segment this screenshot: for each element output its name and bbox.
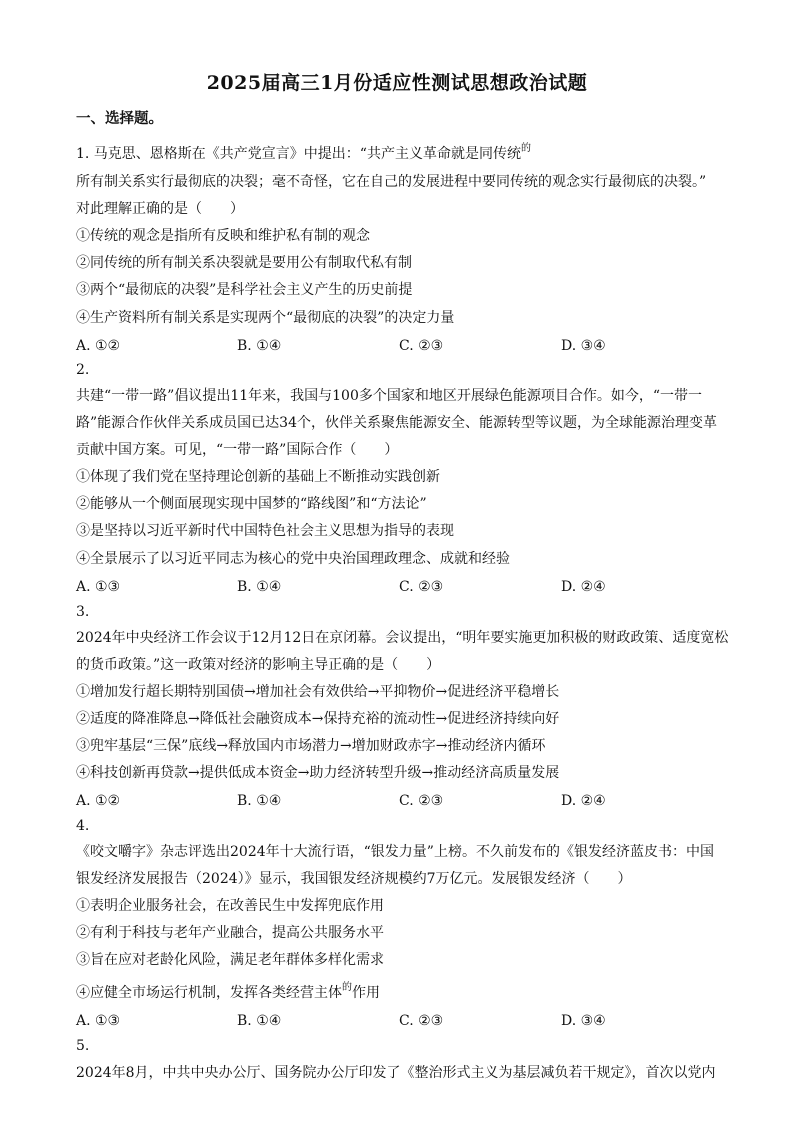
option-b[interactable]: B. ①④ (237, 793, 282, 809)
question-stem-line: 的货币政策。”这一政策对经济的影响主导正确的是（ ） (76, 657, 441, 673)
option-d[interactable]: D. ②④ (561, 793, 606, 809)
question-stem-line: 2024年中央经济工作会议于12月12日在京闭幕。会议提出，“明年要实施更加积极的财政政策、适度宽松 (76, 630, 729, 646)
question-stem-line: 共建“一带一路”倡议提出11年来，我国与100多个国家和地区开展绿色能源项目合作。如今，“一带一 (76, 388, 703, 404)
statement-2: ②同传统的所有制关系决裂就是要用公有制取代私有制 (76, 255, 412, 271)
option-b[interactable]: B. ①④ (237, 338, 282, 354)
option-a[interactable]: A. ①② (76, 338, 121, 354)
statement-2: ②能够从一个侧面展现实现中国梦的“路线图”和“方法论” (76, 496, 427, 512)
statement-1: ①传统的观念是指所有反映和维护私有制的观念 (76, 228, 370, 244)
statement-1: ①增加发行超长期特别国债→增加社会有效供给→平抑物价→促进经济平稳增长 (76, 684, 560, 700)
option-b[interactable]: B. ①④ (237, 579, 282, 595)
question-number: 4. (76, 818, 90, 834)
statement-3: ③是坚持以习近平新时代中国特色社会主义思想为指导的表现 (76, 523, 454, 539)
question-number: 5. (76, 1038, 90, 1054)
question-stem-line: 路”能源合作伙伴关系成员国已达34个，伙伴关系聚焦能源安全、能源转型等议题，为全球能源治理变革 (76, 415, 717, 431)
option-c[interactable]: C. ②③ (399, 793, 444, 809)
option-c[interactable]: C. ②③ (399, 338, 444, 354)
question-stem-line: 《咬文嚼字》杂志评选出2024年十大流行语，“银发力量”上榜。不久前发布的《银发经济蓝皮书：中国 (76, 844, 714, 860)
question-stem-line: 1. 马克思、恩格斯在《共产党宣言》中提出：“共产主义革命就是同传统$^的$ (76, 143, 531, 162)
option-d[interactable]: D. ③④ (561, 1013, 606, 1029)
statement-1: ①表明企业服务社会，在改善民生中发挥兜底作用 (76, 898, 384, 914)
statement-4: ④应健全市场运行机制，发挥各类经营主体$^的$作用 (76, 982, 380, 1001)
question-stem-line: 银发经济发展报告（2024）》显示，我国银发经济规模约7万亿元。发展银发经济（ ） (76, 871, 632, 887)
question-stem-line: 2024年8月，中共中央办公厅、国务院办公厅印发了《整治形式主义为基层减负若干规定》，首次以党内 (76, 1065, 716, 1081)
option-a[interactable]: A. ①③ (76, 1013, 121, 1029)
superscript-char: 的 (520, 143, 531, 154)
option-d[interactable]: D. ②④ (561, 579, 606, 595)
option-b[interactable]: B. ①④ (237, 1013, 282, 1029)
statement-4: ④全景展示了以习近平同志为核心的党中央治国理政理念、成就和经验 (76, 551, 510, 567)
statement-3: ③旨在应对老龄化风险，满足老年群体多样化需求 (76, 952, 384, 968)
option-d[interactable]: D. ③④ (561, 338, 606, 354)
question-stem-line: 所有制关系实行最彻底的决裂；毫不奇怪，它在自己的发展进程中要同传统的观念实行最彻底的决裂。” (76, 174, 707, 190)
statement-4: ④生产资料所有制关系是实现两个“最彻底的决裂”的决定力量 (76, 310, 455, 326)
option-c[interactable]: C. ②③ (399, 1013, 444, 1029)
page-title: 2025届高三1月份适应性测试思想政治试题 (206, 72, 588, 94)
question-stem-line: 对此理解正确的是（ ） (76, 201, 244, 217)
question-number: 3. (76, 604, 90, 620)
statement-4: ④科技创新再贷款→提供低成本资金→助力经济转型升级→推动经济高质量发展 (76, 765, 560, 781)
statement-3: ③两个“最彻底的决裂”是科学社会主义产生的历史前提 (76, 282, 413, 298)
statement-2: ②有利于科技与老年产业融合，提高公共服务水平 (76, 925, 384, 941)
statement-2: ②适度的降准降息→降低社会融资成本→保持充裕的流动性→促进经济持续向好 (76, 711, 560, 727)
question-number: 2. (76, 362, 90, 378)
superscript-char: 的 (342, 982, 352, 993)
question-stem-line: 贡献中国方案。可见，“一带一路”国际合作（ ） (76, 442, 399, 458)
statement-1: ①体现了我们党在坚持理论创新的基础上不断推动实践创新 (76, 469, 440, 485)
option-c[interactable]: C. ②③ (399, 579, 444, 595)
option-a[interactable]: A. ①③ (76, 579, 121, 595)
option-a[interactable]: A. ①② (76, 793, 121, 809)
section-heading: 一、选择题。 (76, 110, 163, 127)
statement-3: ③兜牢基层“三保”底线→释放国内市场潜力→增加财政赤字→推动经济内循环 (76, 738, 546, 754)
